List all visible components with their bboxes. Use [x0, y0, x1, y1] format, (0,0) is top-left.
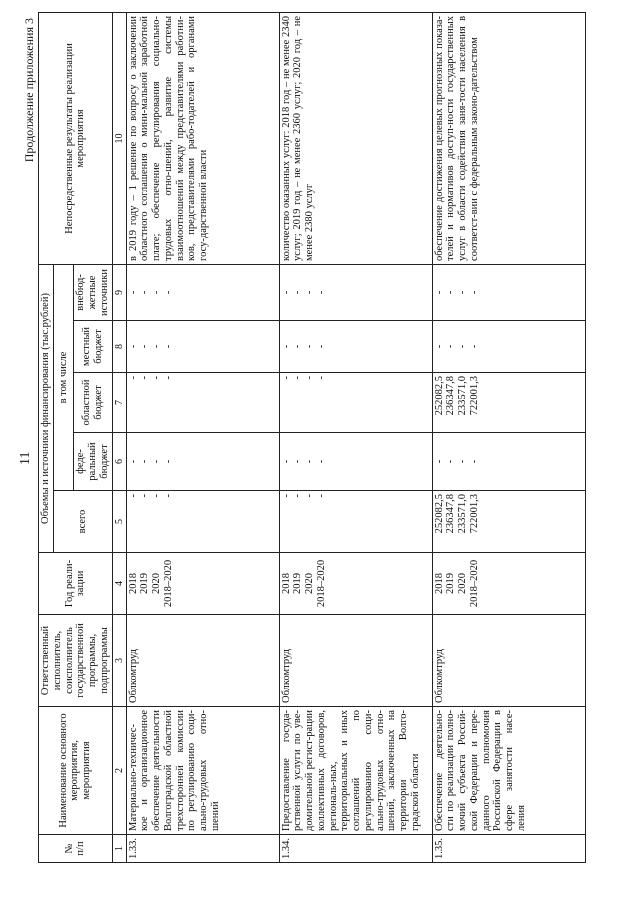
row-result: в 2019 году – 1 решение по вопросу о заключении областного соглашения о мини-мальной заработной плате; обеспечение регулирования социально-трудовых отно-шений, развитие системы взаимоотношений между представителями работни-ков, представителями рабо-тодателей и органами госу-дарственной власти: [126, 12, 279, 264]
row-offbudget: [279, 264, 432, 320]
row-regional-value: -: [162, 376, 174, 380]
header-responsible: Ответственный исполнитель, соисполнитель государственной программы, подпрограммы: [39, 615, 113, 707]
row-total-value: 252082,5: [433, 494, 445, 534]
row-offbudget-value: -: [445, 290, 457, 295]
row-local-value: -: [445, 344, 457, 349]
row-offbudget: [126, 264, 279, 320]
row-federal: [126, 433, 279, 491]
row-local: [279, 321, 432, 373]
header-regional: областной бюджет: [74, 373, 112, 433]
row-local-value: -: [127, 344, 139, 349]
row-offbudget-value: -: [151, 290, 163, 295]
row-number: 1.35.: [432, 835, 585, 863]
header-local: местный бюджет: [74, 321, 112, 373]
col-index: 3: [112, 615, 126, 707]
row-offbudget: [432, 264, 585, 320]
row-total-value: -: [315, 494, 327, 498]
row-local-value: -: [139, 344, 151, 349]
row-regional-value: -: [139, 376, 151, 380]
row-local-value: -: [292, 344, 304, 349]
header-num: № п/п: [39, 835, 113, 863]
col-index: 8: [112, 321, 126, 373]
row-name: Предоставление госуда-рственной услуги по уве-домительной регист-рации коллективных договоров, региональ-ных, территориальных и иных соглашений по регулированию соци-ально-трудовых отно-шений, заключенных на территории Волго-градской области: [279, 707, 432, 835]
row-regional-value: -: [292, 376, 304, 380]
row-federal-value: -: [433, 459, 445, 464]
row-federal-value: -: [304, 459, 316, 464]
row-total-value: -: [304, 494, 316, 498]
row-local-value: -: [280, 344, 292, 349]
row-federal-value: -: [151, 459, 163, 464]
row-total: [126, 491, 279, 553]
table-row: [126, 12, 279, 862]
row-federal-value: -: [315, 459, 327, 464]
row-local-value: -: [457, 344, 469, 349]
row-responsible: Облкомтруд: [432, 615, 585, 707]
row-regional-value: -: [304, 376, 316, 380]
row-years-value: 2020: [457, 573, 469, 594]
row-years-value: 2020: [151, 573, 163, 594]
row-years-value: 2018–2020: [162, 559, 174, 608]
row-local-value: -: [304, 344, 316, 349]
row-regional: [126, 373, 279, 433]
row-years-value: 2019: [292, 573, 304, 594]
row-regional: [432, 373, 585, 433]
header-offbudget: внебюд-жетные источники: [74, 264, 112, 320]
col-index: 4: [112, 553, 126, 615]
row-offbudget-value: -: [139, 290, 151, 295]
row-regional-value: -: [280, 376, 292, 380]
row-total: [279, 491, 432, 553]
row-name: Обеспечение деятельно-сти по реализации полно-мочий субъекта Россий-ской Федерации и пере-данного полномочия Российской Федерации в сфере занятости насе-ления: [432, 707, 585, 835]
row-years-value: 2018: [280, 573, 292, 594]
row-total-value: -: [139, 494, 151, 498]
row-regional-value: -: [315, 376, 327, 380]
row-local-value: -: [151, 344, 163, 349]
header-in-that: в том числе: [53, 264, 74, 490]
row-local-value: -: [433, 344, 445, 349]
row-offbudget-value: -: [315, 290, 327, 295]
row-years: [432, 553, 585, 615]
row-years-value: 2018: [127, 573, 139, 594]
row-federal: [432, 433, 585, 491]
row-offbudget-value: -: [457, 290, 469, 295]
row-total-value: 236347,8: [445, 494, 457, 534]
row-years-value: 2018–2020: [468, 559, 480, 608]
row-total-value: -: [127, 494, 139, 498]
continuation-note: Продолжение приложения 3: [22, 18, 36, 163]
row-result: обеспечение достижения целевых прогнозных показа-телей и нормативов доступ-ности государственных услуг в области содействия заня-тости населения в соответст-вии с федеральным законо-дательством: [432, 12, 585, 264]
row-offbudget-value: -: [162, 290, 174, 295]
col-index: 6: [112, 433, 126, 491]
table-row: [279, 12, 432, 862]
row-responsible: Облкомтруд: [126, 615, 279, 707]
row-offbudget-value: -: [280, 290, 292, 295]
row-federal-value: -: [292, 459, 304, 464]
program-table: [38, 12, 586, 863]
row-number: 1.34.: [279, 835, 432, 863]
row-regional-value: 252082,5: [433, 376, 445, 416]
row-local: [432, 321, 585, 373]
col-index: 9: [112, 264, 126, 320]
row-federal-value: -: [162, 459, 174, 464]
row-regional: [279, 373, 432, 433]
table-row: [432, 12, 585, 862]
row-federal-value: -: [457, 459, 469, 464]
col-index: 7: [112, 373, 126, 433]
row-years: [126, 553, 279, 615]
row-number: 1.33.: [126, 835, 279, 863]
col-index: 10: [112, 12, 126, 264]
table-body: [126, 12, 585, 862]
row-total-value: 722001,3: [468, 494, 480, 534]
row-result: количество оказанных услуг: 2018 год – не менее 2340 услуг; 2019 год – не менее 2360 услуг; 2020 год – не менее 2380 услуг: [279, 12, 432, 264]
row-local: [126, 321, 279, 373]
row-regional-value: -: [151, 376, 163, 380]
row-total-value: -: [162, 494, 174, 498]
row-years-value: 2019: [139, 573, 151, 594]
page-number: 11: [18, 451, 33, 465]
row-federal-value: -: [468, 459, 480, 464]
row-regional-value: 233571,0: [457, 376, 469, 416]
row-local-value: -: [315, 344, 327, 349]
row-offbudget-value: -: [127, 290, 139, 295]
row-years: [279, 553, 432, 615]
row-regional-value: -: [127, 376, 139, 380]
col-index: 1: [112, 835, 126, 863]
row-federal-value: -: [127, 459, 139, 464]
header-result: Непосредственные результаты реализации мероприятия: [39, 12, 113, 264]
col-index: 2: [112, 707, 126, 835]
row-federal-value: -: [139, 459, 151, 464]
row-federal-value: -: [280, 459, 292, 464]
row-years-value: 2019: [445, 573, 457, 594]
row-total-value: -: [151, 494, 163, 498]
row-local-value: -: [468, 344, 480, 349]
row-years-value: 2020: [304, 573, 316, 594]
row-offbudget-value: -: [304, 290, 316, 295]
row-regional-value: 236347,8: [445, 376, 457, 416]
row-years-value: 2018: [433, 573, 445, 594]
header-total: всего: [53, 491, 112, 553]
row-total-value: -: [292, 494, 304, 498]
row-total-value: 233571,0: [457, 494, 469, 534]
row-total: [432, 491, 585, 553]
row-offbudget-value: -: [292, 290, 304, 295]
row-regional-value: 722001,3: [468, 376, 480, 416]
header-year: Год реали-зации: [39, 553, 113, 615]
col-index: 5: [112, 491, 126, 553]
row-federal: [279, 433, 432, 491]
row-name: Материально-техничес-кое и организационное обеспечение деятельности Волгоградской областной трехсторонней комиссии по регулированию соци-ально-трудовых отно-шений: [126, 707, 279, 835]
header-name: Наименование основного мероприятия, мероприятия: [39, 707, 113, 835]
row-federal-value: -: [445, 459, 457, 464]
row-total-value: -: [280, 494, 292, 498]
row-responsible: Облкомтруд: [279, 615, 432, 707]
header-financing: Объемы и источники финансирования (тыс.рублей): [39, 264, 54, 552]
row-offbudget-value: -: [433, 290, 445, 295]
header-federal: феде-ральный бюджет: [74, 433, 112, 491]
row-years-value: 2018–2020: [315, 559, 327, 608]
row-offbudget-value: -: [468, 290, 480, 295]
row-local-value: -: [162, 344, 174, 349]
